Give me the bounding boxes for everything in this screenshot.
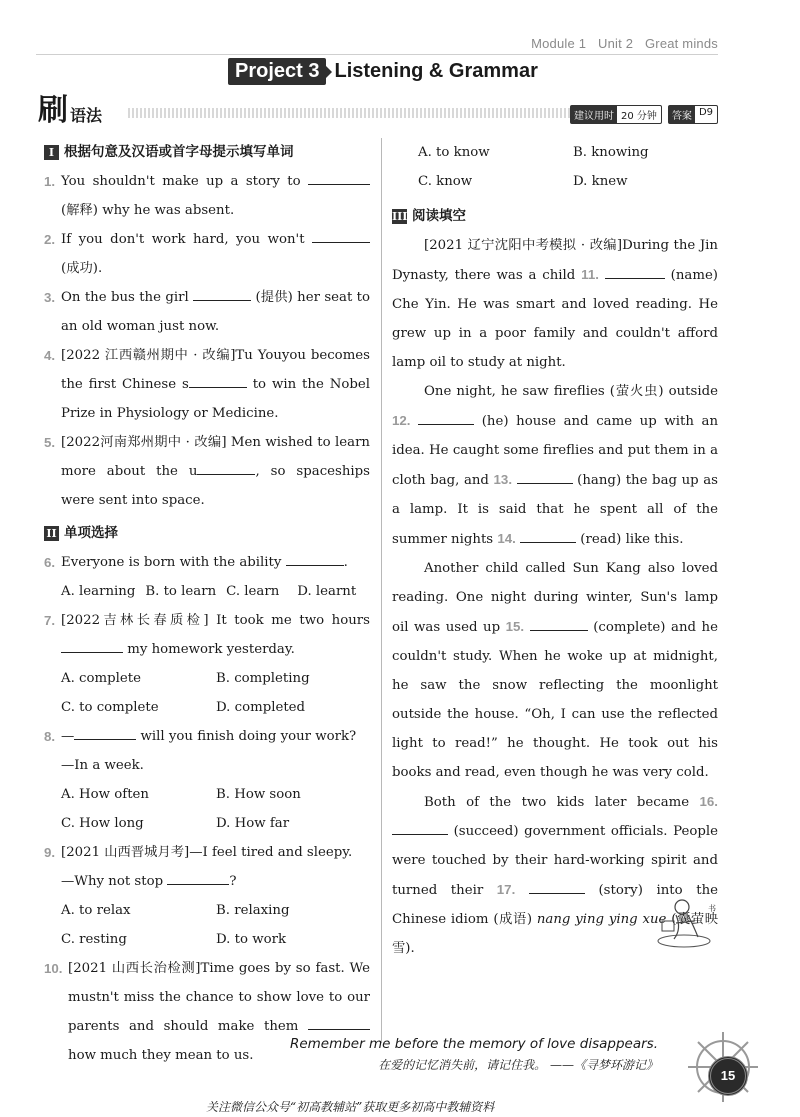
option-c[interactable]: C. know bbox=[418, 174, 473, 189]
option-b[interactable]: B. to learn bbox=[145, 584, 217, 599]
section-label: 语法 bbox=[70, 106, 103, 125]
option-d[interactable]: D. completed bbox=[216, 700, 306, 715]
question-text: —Why not stop bbox=[61, 874, 168, 889]
answer-blank[interactable] bbox=[74, 725, 136, 740]
options-6 bbox=[44, 577, 370, 606]
section-heading bbox=[38, 93, 103, 128]
part-1-heading bbox=[44, 138, 370, 167]
question-text: Everyone is born with the ability bbox=[61, 555, 286, 570]
question-5 bbox=[44, 428, 370, 515]
passage-text: (read) like this. bbox=[576, 532, 684, 547]
page-title bbox=[228, 58, 538, 85]
question-10 bbox=[44, 954, 370, 1070]
part-title: 单项选择 bbox=[64, 525, 118, 541]
question-3 bbox=[44, 283, 370, 341]
question-response: —In a week. bbox=[61, 758, 144, 773]
question-text: If you don't work hard, you won't bbox=[61, 232, 312, 247]
question-text: [2022 江西赣州期中 · 改编]Tu Youyou becomes the first Chinese s bbox=[61, 348, 370, 392]
options-10 bbox=[392, 138, 718, 196]
question-1 bbox=[44, 167, 370, 225]
option-a[interactable]: A. to relax bbox=[61, 903, 131, 918]
option-b[interactable]: B. How soon bbox=[216, 787, 301, 802]
blank-number: 17. bbox=[496, 882, 516, 897]
question-text: [2021 山西晋城月考]—I feel tired and sleepy. bbox=[61, 845, 353, 860]
option-a[interactable]: A. complete bbox=[61, 671, 141, 686]
options-8 bbox=[44, 780, 370, 838]
option-d[interactable]: D. knew bbox=[573, 174, 628, 189]
blank-number: 14. bbox=[497, 531, 516, 546]
part-number: I bbox=[44, 145, 59, 160]
option-b[interactable]: B. relaxing bbox=[216, 903, 290, 918]
question-4 bbox=[44, 341, 370, 428]
part-title: 根据句意及汉语或首字母提示填写单词 bbox=[64, 144, 294, 160]
answer-blank[interactable] bbox=[308, 1015, 370, 1030]
answer-blank[interactable] bbox=[392, 820, 448, 835]
part-number: III bbox=[392, 210, 408, 223]
question-number: 4. bbox=[44, 348, 56, 363]
answer-blank[interactable] bbox=[520, 528, 576, 543]
question-9 bbox=[44, 838, 370, 896]
blank-number: 13. bbox=[493, 472, 513, 487]
option-c[interactable]: C. learn bbox=[226, 584, 280, 599]
options-9 bbox=[44, 896, 370, 954]
passage-text: (story) into the Chinese idiom (成语) bbox=[392, 883, 718, 927]
answer-blank[interactable] bbox=[529, 879, 585, 894]
answer-tag-key: 答案 bbox=[669, 106, 695, 123]
svg-text:书: 书 bbox=[708, 904, 716, 913]
question-number: 2. bbox=[44, 232, 56, 247]
passage-text: (complete) and he couldn't study. When he woke up at midnight, he saw the snow reflecting the moonlight outside the house. “Oh, I can use the reflected light to read!” he thought. He took out his books and read, even though he was very cold. bbox=[392, 620, 718, 780]
question-text: (解释) why he was absent. bbox=[61, 203, 235, 218]
option-a[interactable]: A. How often bbox=[61, 787, 149, 802]
question-8 bbox=[44, 722, 370, 780]
question-number: 7. bbox=[44, 613, 56, 628]
section-big-char: 刷 bbox=[38, 93, 68, 128]
question-text: , so spaceships were sent into space. bbox=[61, 464, 370, 508]
reading-figure-illustration bbox=[654, 893, 722, 949]
blank-number: 15. bbox=[505, 619, 525, 634]
section-tags bbox=[570, 105, 718, 124]
part-3-heading bbox=[392, 202, 718, 231]
part-number: II bbox=[44, 526, 59, 541]
question-text: You shouldn't make up a story to bbox=[61, 174, 308, 189]
answer-tag-value: D9 bbox=[698, 107, 713, 118]
option-c[interactable]: C. to complete bbox=[61, 700, 159, 715]
question-text: ? bbox=[229, 874, 237, 889]
question-2 bbox=[44, 225, 370, 283]
passage-text: [2021 辽宁沈阳中考模拟 · 改编]During the Jin Dynasty, there was a child bbox=[392, 238, 718, 283]
page-number: 15 bbox=[708, 1056, 748, 1096]
question-text: — bbox=[61, 729, 75, 744]
passage-text: Both of the two kids later became bbox=[424, 795, 700, 810]
time-tag-key: 建议用时 bbox=[571, 106, 617, 123]
answer-blank[interactable] bbox=[530, 616, 588, 631]
footer-ad-text: 关注微信公众号“初高教辅站”获取更多初高中教辅资料 bbox=[206, 1100, 495, 1114]
option-b[interactable]: B. completing bbox=[216, 671, 310, 686]
question-text: [2022吉林长春质检] It took me two hours bbox=[61, 613, 370, 628]
passage-paragraph-3 bbox=[392, 554, 718, 787]
title-text: Listening & Grammar bbox=[334, 60, 538, 82]
question-text: (成功). bbox=[61, 261, 103, 276]
question-number: 5. bbox=[44, 435, 56, 450]
option-b[interactable]: B. knowing bbox=[573, 145, 649, 160]
answer-blank[interactable] bbox=[418, 410, 474, 425]
answer-blank[interactable] bbox=[61, 638, 123, 653]
header-topic: Great minds bbox=[644, 36, 718, 51]
options-7 bbox=[44, 664, 370, 722]
footer-quote-english: Remember me before the memory of love disappears. bbox=[289, 1036, 658, 1052]
left-column bbox=[44, 138, 370, 1070]
blank-number: 16. bbox=[699, 794, 718, 809]
passage-paragraph-2 bbox=[392, 377, 718, 554]
header-divider bbox=[36, 54, 718, 55]
answer-blank[interactable] bbox=[312, 228, 370, 243]
passage-paragraph-1 bbox=[392, 231, 718, 377]
answer-blank[interactable] bbox=[197, 460, 255, 475]
header-module: Module 1 bbox=[531, 36, 587, 51]
passage-text: (囊萤映雪). bbox=[392, 912, 718, 956]
option-a[interactable]: A. learning bbox=[61, 584, 136, 599]
question-number: 6. bbox=[44, 555, 56, 570]
answer-blank[interactable] bbox=[189, 373, 247, 388]
answer-blank[interactable] bbox=[517, 469, 573, 484]
answer-tag bbox=[668, 105, 718, 124]
question-text: [2021 山西长治检测]Time goes by so fast. We mustn't miss the chance to show love to our parents and should make them bbox=[68, 961, 370, 1034]
blank-number: 12. bbox=[392, 413, 411, 428]
running-header bbox=[523, 36, 718, 51]
part-title: 阅读填空 bbox=[412, 208, 466, 224]
time-tag bbox=[570, 105, 662, 124]
question-7 bbox=[44, 606, 370, 664]
project-badge: Project 3 bbox=[228, 58, 326, 85]
question-text: will you finish doing your work? bbox=[136, 729, 357, 744]
option-d[interactable]: D. to work bbox=[216, 932, 287, 947]
answer-blank[interactable] bbox=[286, 551, 344, 566]
option-c[interactable]: C. resting bbox=[61, 932, 127, 947]
blank-number: 11. bbox=[581, 267, 599, 282]
answer-blank[interactable] bbox=[605, 264, 665, 279]
question-number: 3. bbox=[44, 290, 56, 305]
answer-blank[interactable] bbox=[193, 286, 251, 301]
idiom-pinyin: nang ying ying xue bbox=[536, 912, 667, 927]
option-a[interactable]: A. to know bbox=[418, 145, 490, 160]
passage-text: (name) Che Yin. He was smart and loved reading. He grew up in a poor family and couldn't afford lamp oil to study at night. bbox=[392, 268, 718, 370]
header-unit: Unit 2 bbox=[598, 36, 634, 51]
decorative-stripe bbox=[128, 108, 574, 118]
passage-text: Another child called Sun Kang also loved reading. One night during winter, Sun's lamp oil was used up bbox=[392, 561, 718, 635]
option-d[interactable]: D. How far bbox=[216, 816, 290, 831]
question-text: how much they mean to us. bbox=[68, 1048, 254, 1063]
passage-text: (hang) the bag up as a lamp. It is said that he spent all of the summer nights bbox=[392, 473, 718, 547]
passage-text: (he) house and came up with an idea. He caught some fireflies and put them in a cloth bag, and bbox=[392, 414, 719, 488]
question-text: [2022河南郑州期中 · 改编] Men wished to learn more about the u bbox=[61, 435, 370, 479]
answer-blank[interactable] bbox=[167, 870, 229, 885]
question-text: On the bus the girl bbox=[61, 290, 194, 305]
question-text: to win the Nobel Prize in Physiology or Medicine. bbox=[61, 377, 370, 421]
time-tag-value: 20 分钟 bbox=[621, 111, 657, 122]
part-2-heading bbox=[44, 519, 370, 548]
question-6 bbox=[44, 548, 370, 577]
passage-text: One night, he saw fireflies (萤火虫) outside bbox=[424, 384, 718, 399]
question-number: 1. bbox=[44, 174, 56, 189]
right-column bbox=[392, 138, 718, 963]
question-number: 10. bbox=[44, 961, 63, 976]
column-divider bbox=[381, 138, 382, 1043]
question-text: . bbox=[343, 555, 348, 570]
question-text: (提供) her seat to an old woman just now. bbox=[61, 290, 370, 334]
option-d[interactable]: D. learnt bbox=[297, 584, 357, 599]
question-number: 8. bbox=[44, 729, 56, 744]
option-c[interactable]: C. How long bbox=[61, 816, 144, 831]
footer-quote-chinese: 在爱的记忆消失前，请记住我。 ——《寻梦环游记》 bbox=[378, 1058, 658, 1072]
question-number: 9. bbox=[44, 845, 56, 860]
passage-text: (succeed) government officials. People were touched by their hard-working spirit and turned their bbox=[392, 824, 718, 898]
answer-blank[interactable] bbox=[308, 170, 370, 185]
question-text: my homework yesterday. bbox=[123, 642, 295, 657]
